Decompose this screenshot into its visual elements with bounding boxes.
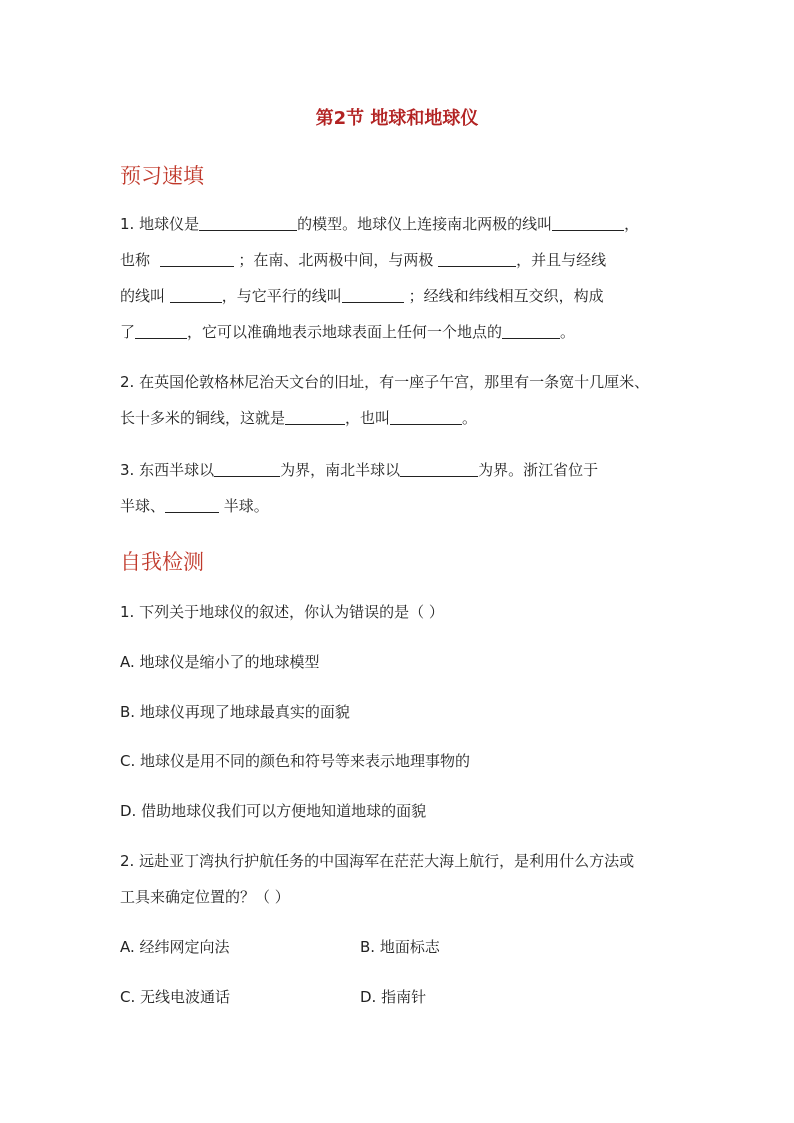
answer-blank[interactable] [502,322,560,339]
text: 1. 地球仪是 [120,215,200,233]
fill-question-1 [120,206,680,350]
text: 了 [120,323,136,341]
fill-q1-line-2 [120,242,680,278]
text: 的模型。地球仪上连接南北两极的线叫 [297,215,553,233]
fill-q1-line-3 [120,278,680,314]
text: ，与它平行的线叫 [221,287,342,305]
answer-blank[interactable] [165,496,219,513]
mc-question-2-stem-line-1: 2. 远赴亚丁湾执行护航任务的中国海军在茫茫大海上航行，是利用什么方法或 [120,852,635,870]
answer-blank[interactable] [135,322,187,339]
fill-question-2 [120,364,680,436]
text: 为界。浙江省位于 [478,461,599,479]
section-heading-preview: 预习速填 [120,164,204,188]
text: ；经线和纬线相互交织，构成 [408,287,604,305]
answer-blank[interactable] [390,408,462,425]
text: 长十多米的铜线，这就是 [120,409,286,427]
text: ，也叫 [345,409,391,427]
mc-q2-option-d[interactable]: D. 指南针 [360,988,427,1006]
mc-q1-option-a[interactable]: A. 地球仪是缩小了的地球模型 [120,653,320,671]
text: 2. 在英国伦敦格林尼治天文台的旧址，有一座子午宫，那里有一条宽十几厘米、 [120,373,650,391]
text: 为界，南北半球以 [280,461,401,479]
text: ；在南、北两极中间，与两极 [238,251,434,269]
answer-blank[interactable] [400,460,478,477]
answer-blank[interactable] [214,460,280,477]
mc-q2-option-c[interactable]: C. 无线电波通话 [120,988,231,1006]
mc-q1-option-b[interactable]: B. 地球仪再现了地球最真实的面貌 [120,703,350,721]
fill-q3-line-1 [120,452,680,488]
text: 3. 东西半球以 [120,461,215,479]
mc-question-2-stem-line-2: 工具来确定位置的？（ ） [120,888,290,906]
answer-blank[interactable] [342,286,404,303]
fill-q2-line-1 [120,364,680,400]
text: 也称 [120,251,151,269]
section-heading-selfcheck: 自我检测 [120,550,204,574]
text: 。 [462,409,478,427]
answer-blank[interactable] [552,214,624,231]
mc-q1-option-d[interactable]: D. 借助地球仪我们可以方便地知道地球的面貌 [120,802,427,820]
answer-blank[interactable] [170,286,222,303]
text: 半球。 [223,497,269,515]
mc-q1-option-c[interactable]: C. 地球仪是用不同的颜色和符号等来表示地理事物的 [120,752,471,770]
text: 的线叫 [120,287,166,305]
answer-blank[interactable] [160,250,234,267]
text: 半球、 [120,497,166,515]
text: ， [624,215,640,233]
mc-q2-option-a[interactable]: A. 经纬网定向法 [120,938,230,956]
answer-blank[interactable] [199,214,297,231]
fill-q1-line-1 [120,206,680,242]
text: ，它可以准确地表示地球表面上任何一个地点的 [187,323,503,341]
page-title: 第2节 地球和地球仪 [315,108,479,129]
answer-blank[interactable] [438,250,516,267]
fill-q2-line-2 [120,400,680,436]
fill-q1-line-4 [120,314,680,350]
mc-question-1-stem: 1. 下列关于地球仪的叙述，你认为错误的是（ ） [120,603,444,621]
fill-question-3 [120,452,680,524]
mc-q2-option-b[interactable]: B. 地面标志 [360,938,440,956]
answer-blank[interactable] [285,408,345,425]
text: 。 [560,323,576,341]
text: ，并且与经线 [516,251,607,269]
fill-q3-line-2 [120,488,680,524]
